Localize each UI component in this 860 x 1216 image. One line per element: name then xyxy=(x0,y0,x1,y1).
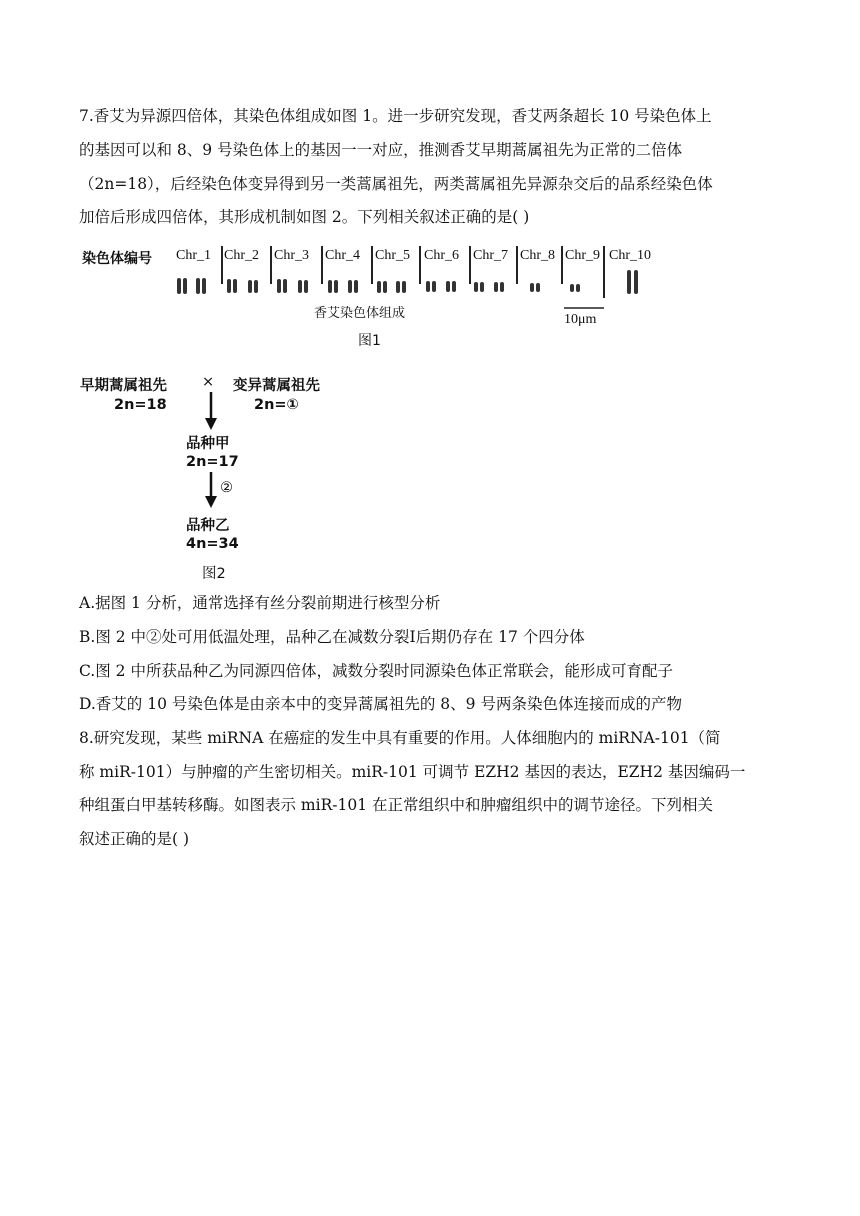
figure-1 xyxy=(78,236,658,354)
q7-line-4: 加倍后形成四倍体，其形成机制如图 2。下列相关叙述正确的是( ) xyxy=(79,208,530,226)
figure-1-title: 图1 xyxy=(358,333,381,349)
chr-label-2: Chr_2 xyxy=(224,248,259,263)
figure-2 xyxy=(78,370,358,585)
chr-label-10: Chr_10 xyxy=(609,248,651,263)
figure-1-caption: 香艾染色体组成 xyxy=(314,306,406,321)
chr-label-7: Chr_7 xyxy=(473,248,508,263)
q8-line-3: 种组蛋白甲基转移酶。如图表示 miR-101 在正常组织中和肿瘤组织中的调节途径。下列相关 xyxy=(79,796,714,814)
q7-line-1: 7.香艾为异源四倍体，其染色体组成如图 1。进一步研究发现，香艾两条超长 10 号染色体上 xyxy=(79,107,712,125)
scale-bar-label: 10μm xyxy=(564,312,597,327)
chr-label-6: Chr_6 xyxy=(424,248,459,263)
cross-symbol: × xyxy=(202,374,215,390)
early-ancestor-count: 2n=18 xyxy=(114,397,167,413)
chr-label-8: Chr_8 xyxy=(520,248,555,263)
step-2-marker: ② xyxy=(220,480,233,496)
q8-line-2: 称 miR-101）与肿瘤的产生密切相关。miR-101 可调节 EZH2 基因的表达，EZH2 基因编码一 xyxy=(79,763,746,781)
option-a: A.据图 1 分析，通常选择有丝分裂前期进行核型分析 xyxy=(79,594,441,612)
arrows xyxy=(78,370,358,585)
early-ancestor-label: 早期蒿属祖先 xyxy=(80,378,167,394)
q8-line-4: 叙述正确的是( ) xyxy=(79,830,190,848)
variety-yi-count: 4n=34 xyxy=(186,536,239,552)
variety-yi-label: 品种乙 xyxy=(186,518,230,534)
chromosome-number-label: 染色体编号 xyxy=(82,251,152,267)
option-c: C.图 2 中所获品种乙为同源四倍体，减数分裂时同源染色体正常联会，能形成可育配子 xyxy=(79,662,673,680)
variety-jia-label: 品种甲 xyxy=(186,436,230,452)
variety-jia-count: 2n=17 xyxy=(186,454,239,470)
chr-label-4: Chr_4 xyxy=(325,248,360,263)
option-b: B.图 2 中②处可用低温处理，品种乙在减数分裂Ⅰ后期仍存在 17 个四分体 xyxy=(79,628,585,646)
option-d: D.香艾的 10 号染色体是由亲本中的变异蒿属祖先的 8、9 号两条染色体连接而成的产物 xyxy=(79,695,682,713)
q7-line-2: 的基因可以和 8、9 号染色体上的基因一一对应，推测香艾早期蒿属祖先为正常的二倍体 xyxy=(79,141,683,159)
chr-label-3: Chr_3 xyxy=(274,248,309,263)
variant-ancestor-count: 2n=① xyxy=(254,397,299,413)
chr-label-9: Chr_9 xyxy=(565,248,600,263)
chr-label-5: Chr_5 xyxy=(375,248,410,263)
variant-ancestor-label: 变异蒿属祖先 xyxy=(233,378,320,394)
chr-label-1: Chr_1 xyxy=(176,248,211,263)
q7-line-3: （2n=18），后经染色体变异得到另一类蒿属祖先，两类蒿属祖先异源杂交后的品系经染色体 xyxy=(79,175,713,193)
figure-2-title: 图2 xyxy=(202,566,226,582)
q8-line-1: 8.研究发现，某些 miRNA 在癌症的发生中具有重要的作用。人体细胞内的 miRNA-101（简 xyxy=(79,729,721,747)
